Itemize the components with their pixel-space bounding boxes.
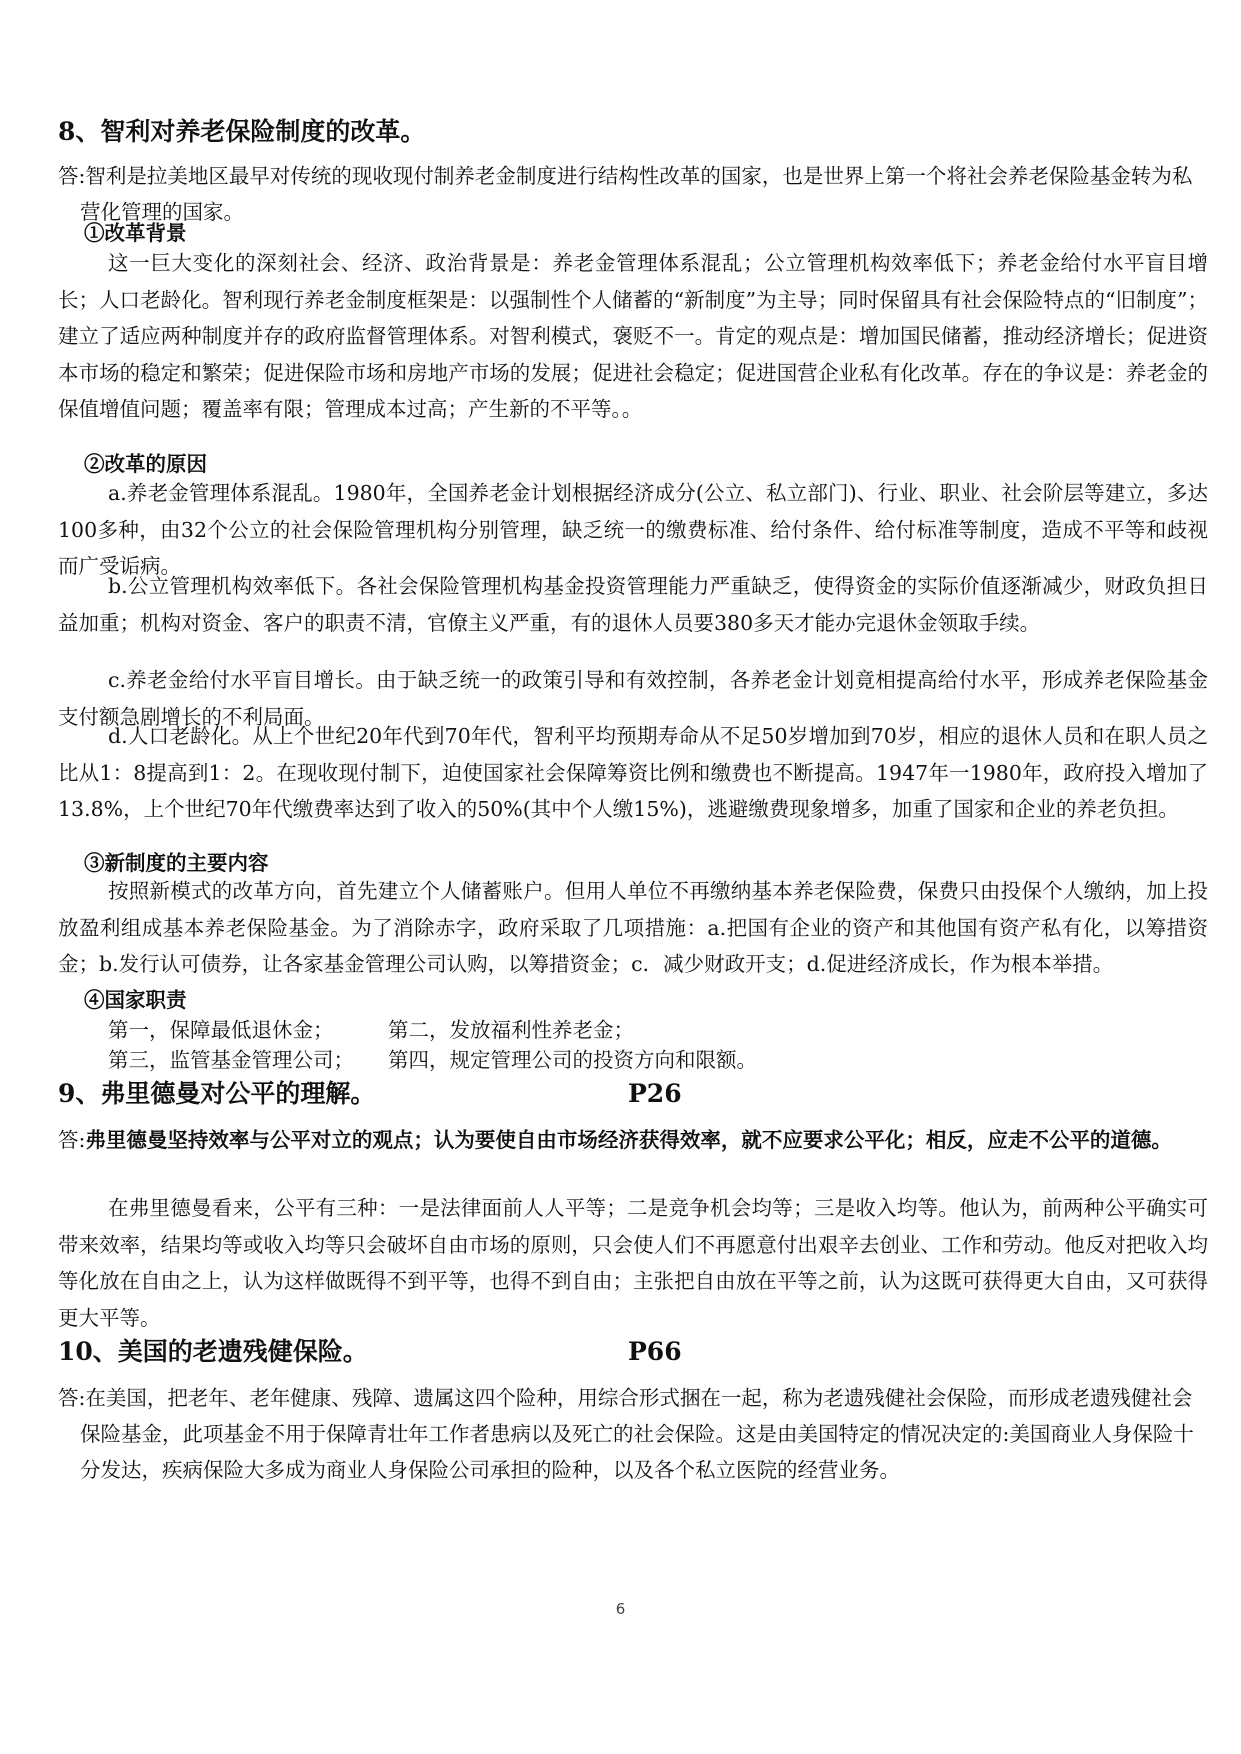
answer-bold-text: 弗里德曼坚持效率与公平对立的观点；认为要使自由市场经济获得效率，就不应要求公平化；相反，应走不公平的道德。	[85, 1128, 1172, 1152]
answer-label: 答:	[58, 164, 86, 188]
duty-item: 第二，发放福利性养老金；	[388, 1018, 634, 1042]
question-8-answer	[58, 158, 1208, 230]
duty-item: 第一，保障最低退休金；	[108, 1018, 334, 1042]
question-10-title-text: 10、美国的老遗残健保险。	[58, 1337, 368, 1366]
section-background-paragraph: 这一巨大变化的深刻社会、经济、政治背景是：养老金管理体系混乱；公立管理机构效率低下；养老金给付水平盲目增长；人口老龄化。智利现行养老金制度框架是：以强制性个人储蓄的“新制度”为主导；同时保留具有社会保险特点的“旧制度”；建立了适应两种制度并存的政府监督管理体系。对智利模式，褒贬不一。肯定的观点是：增加国民储蓄，推动经济增长；促进资本市场的稳定和繁荣；促进保险市场和房地产市场的发展；促进社会稳定；促进国营企业私有化改革。存在的争议是：养老金的保值增值问题；覆盖率有限；管理成本过高；产生新的不平等。。	[58, 251, 1208, 421]
page-reference: P66	[628, 1337, 682, 1366]
reason-b-paragraph: b.公立管理机构效率低下。各社会保险管理机构基金投资管理能力严重缺乏，使得资金的实际价值逐渐减少，财政负担日益加重；机构对资金、客户的职责不清，官僚主义严重，有的退休人员要380多天才能办完退休金领取手续。	[58, 574, 1208, 635]
reason-d-paragraph: d.人口老龄化。从上个世纪20年代到70年代，智利平均预期寿命从不足50岁增加到70岁，相应的退休人员和在职人员之比从1：8提高到1：2。在现收现付制下，迫使国家社会保障筹资比例和缴费也不断提高。1947年一1980年，政府投入增加了13.8%，上个世纪70年代缴费率达到了收入的50%(其中个人缴15%)，逃避缴费现象增多，加重了国家和企业的养老负担。	[58, 724, 1208, 821]
reason-a-paragraph: a.养老金管理体系混乱。1980年，全国养老金计划根据经济成分(公立、私立部门)、行业、职业、社会阶层等建立，多达100多种，由32个公立的社会保险管理机构分别管理，缺乏统一的缴费标准、给付条件、给付标准等制度，造成不平等和歧视而广受诟病。	[58, 481, 1208, 578]
reason-c-paragraph: c.养老金给付水平盲目增长。由于缺乏统一的政策引导和有效控制，各养老金计划竟相提高给付水平，形成养老保险基金支付额急剧增长的不利局面。	[58, 668, 1208, 729]
question-10-title	[58, 1335, 682, 1369]
answer-label: 答:	[58, 1386, 86, 1410]
answer-text: 在美国，把老年、老年健康、残障、遗属这四个险种，用综合形式捆在一起，称为老遗残健社会保险，而形成老遗残健社会保险基金，此项基金不用于保障青壮年工作者患病以及死亡的社会保险。这是由美国特定的情况决定的:美国商业人身保险十分发达，疾病保险大多成为商业人身保险公司承担的险种，以及各个私立医院的经营业务。	[80, 1386, 1194, 1482]
section-heading-new-system: ③新制度的主要内容	[84, 851, 269, 875]
answer-label: 答:	[58, 1128, 86, 1152]
question-9-title-text: 9、弗里德曼对公平的理解。	[58, 1079, 376, 1108]
answer-text: 智利是拉美地区最早对传统的现收现付制养老金制度进行结构性改革的国家，也是世界上第一个将社会养老保险基金转为私营化管理的国家。	[80, 164, 1193, 224]
page-reference: P26	[628, 1079, 682, 1108]
section-heading-background: ①改革背景	[84, 221, 187, 245]
question-8-title: 8、智利对养老保险制度的改革。	[58, 117, 426, 146]
question-9-answer	[58, 1122, 1208, 1158]
page-number: 6	[615, 1600, 626, 1618]
duty-item: 第四，规定管理公司的投资方向和限额。	[388, 1048, 757, 1072]
section-heading-state-duties: ④国家职责	[84, 988, 187, 1012]
new-system-paragraph: 按照新模式的改革方向，首先建立个人储蓄账户。但用人单位不再缴纳基本养老保险费，保费只由投保个人缴纳，加上投放盈利组成基本养老保险基金。为了消除赤字，政府采取了几项措施：a.把国有企业的资产和其他国有资产私有化，以筹措资金；b.发行认可债券，让各家基金管理公司认购，以筹措资金；c．减少财政开支；d.促进经济成长，作为根本举措。	[58, 879, 1208, 976]
section-heading-reasons: ②改革的原因	[84, 452, 207, 476]
question-9-paragraph: 在弗里德曼看来，公平有三种：一是法律面前人人平等；二是竞争机会均等；三是收入均等。他认为，前两种公平确实可带来效率，结果均等或收入均等只会破坏自由市场的原则，只会使人们不再愿意付出艰辛去创业、工作和劳动。他反对把收入均等化放在自由之上，认为这样做既得不到平等，也得不到自由；主张把自由放在平等之前，认为这既可获得更大自由，又可获得更大平等。	[58, 1196, 1208, 1330]
question-10-answer	[58, 1380, 1208, 1488]
question-9-title	[58, 1077, 682, 1111]
duty-item: 第三，监管基金管理公司；	[108, 1048, 354, 1072]
